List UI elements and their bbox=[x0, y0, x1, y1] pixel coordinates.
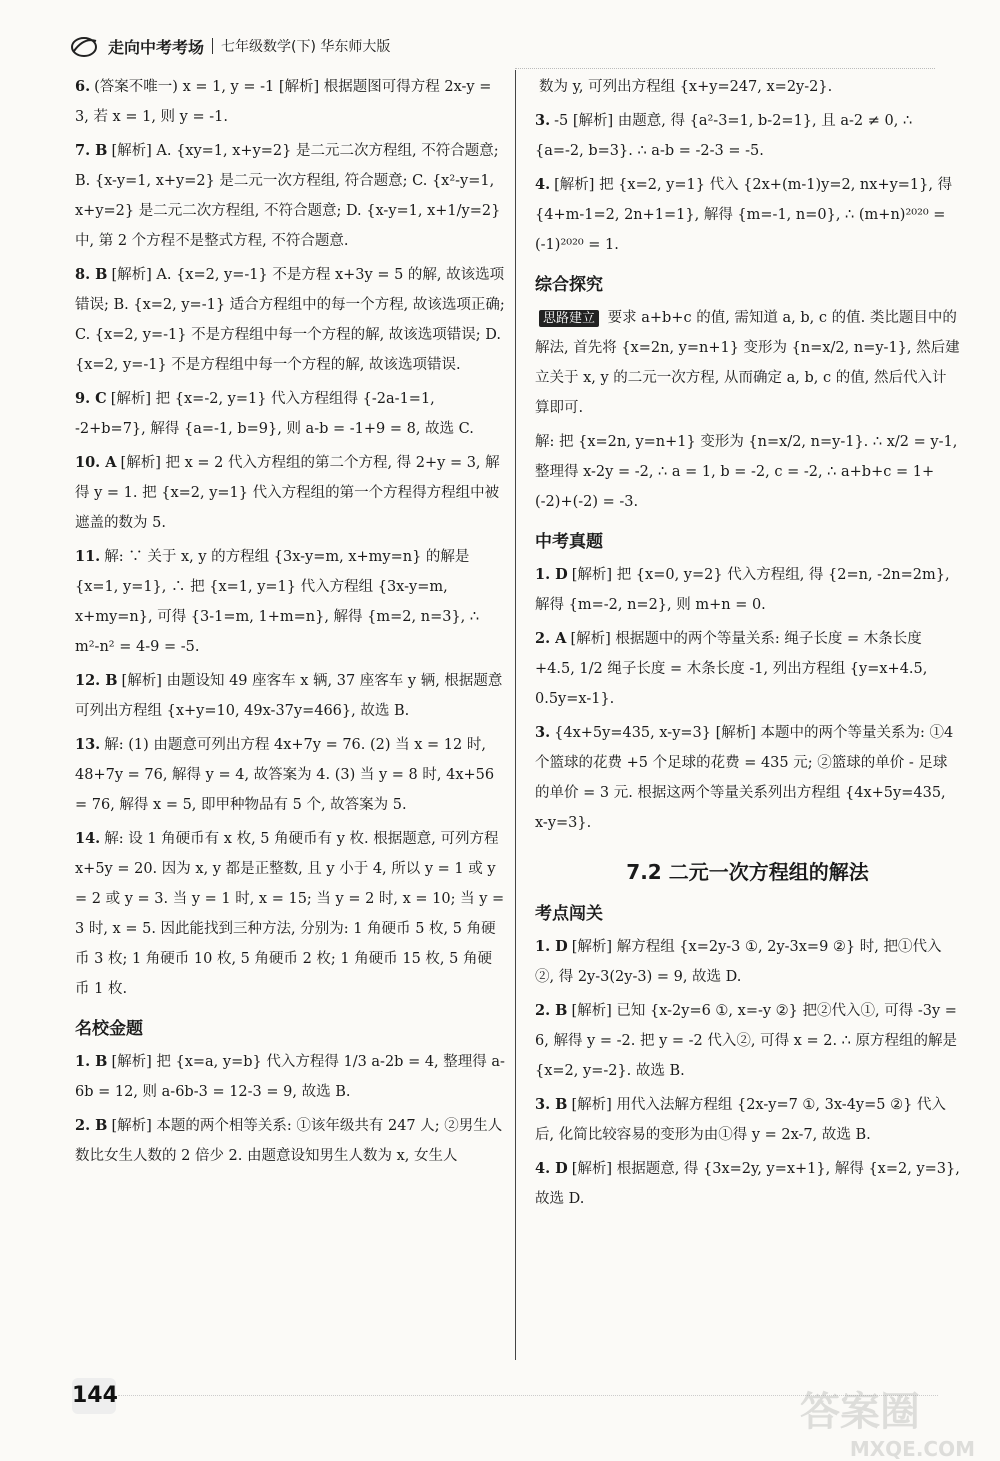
answer-text: [解析] 把 {x=0, y=2} 代入方程组, 得 {2=n, -2n=2m}, 解得 {m=-2, n=2}, 则 m+n = 0. bbox=[535, 567, 950, 613]
section-title-zhongkao: 中考真题 bbox=[535, 532, 603, 552]
watermark-line1: 答案圈 bbox=[800, 1389, 920, 1435]
section-title-zonghe: 综合探究 bbox=[535, 275, 603, 295]
answer-text: -5 [解析] 由题意, 得 {a²-3=1, b-2=1}, 且 a-2 ≠ 0, ∴ {a=-2, b=3}. ∴ a-b = -2-3 = -5. bbox=[535, 113, 913, 159]
answer-item bbox=[75, 1047, 505, 1107]
answer-number: 3. bbox=[535, 112, 551, 129]
answer-item bbox=[535, 624, 960, 714]
answer-number: 6. bbox=[75, 78, 91, 95]
answer-text: [解析] 把 {x=-2, y=1} 代入方程组得 {-2a-1=1, -2+b=7}, 解得 {a=-1, b=9}, 则 a-b = -1+9 = 8, 故选 C. bbox=[75, 391, 474, 437]
answer-number: 2. B bbox=[75, 1117, 108, 1134]
answer-text: [解析] 把 {x=a, y=b} 代入方程得 1/3 a-2b = 4, 整理得 a-6b = 12, 则 a-6b-3 = 12-3 = 9, 故选 B. bbox=[75, 1054, 505, 1100]
answer-item bbox=[535, 1154, 960, 1214]
answer-item bbox=[75, 384, 505, 444]
answer-text: [解析] 由题设知 49 座客车 x 辆, 37 座客车 y 辆, 根据题意可列出方程组 {x+y=10, 49x-37y=466}, 故选 B. bbox=[75, 673, 503, 719]
answer-text: 解: 设 1 角硬币有 x 枚, 5 角硬币有 y 枚. 根据题意, 可列方程 x+5y = 20. 因为 x, y 都是正整数, 且 y 小于 4, 所以 y = 1 或 y = 2 或 y = 3. 当 y = 1 时, x = 15; 当 y = 2 时, x = 10; 当 y = 3 时, x = 5. 因此能找到三种方法, 分别为: 1 角硬币 5 枚, 5 角硬币 3 枚; 1 角硬币 10 枚, 5 角硬币 2 枚; 1 角硬币 15 枚, 5 角硬币 1 枚. bbox=[75, 831, 505, 997]
book-subtitle: 七年级数学(下) 华东师大版 bbox=[221, 39, 391, 55]
left-column bbox=[75, 72, 505, 1175]
section-title-kaodian: 考点闯关 bbox=[535, 904, 603, 924]
header-rule bbox=[515, 68, 935, 69]
answer-text: 解: ∵ 关于 x, y 的方程组 {3x-y=m, x+my=n} 的解是 {x=1, y=1}, ∴ 把 {x=1, y=1} 代入方程组 {3x-y=m, x+my=n}, 可得 {3-1=m, 1+m=n}, 解得 {m=2, n=3}, ∴ m²-n² = 4-9 = -5. bbox=[75, 549, 480, 655]
explore-block bbox=[535, 303, 960, 423]
brand-title: 走向中考考场 bbox=[108, 37, 205, 57]
header-separator bbox=[212, 38, 213, 54]
answer-item bbox=[75, 448, 505, 538]
answer-item bbox=[535, 996, 960, 1086]
book-logo-icon bbox=[70, 33, 100, 59]
answer-item bbox=[75, 136, 505, 256]
answer-text: [解析] 把 {x=2, y=1} 代入 {2x+(m-1)y=2, nx+y=1}, 得 {4+m-1=2, 2n+1=1}, 解得 {m=-1, n=0}, ∴ (m+n)²⁰²⁰ = (-1)²⁰²⁰ = 1. bbox=[535, 177, 953, 253]
answer-number: 7. B bbox=[75, 142, 108, 159]
answer-number: 1. D bbox=[535, 938, 568, 955]
answer-number: 8. B bbox=[75, 266, 108, 283]
page-header bbox=[70, 30, 390, 62]
answer-text: [解析] 根据题意, 得 {3x=2y, y=x+1}, 解得 {x=2, y=3}, 故选 D. bbox=[535, 1161, 960, 1207]
answer-text: [解析] 本题的两个相等关系: ①该年级共有 247 人; ②男生人数比女生人数的 2 倍少 2. 由题意设知男生人数为 x, 女生人 bbox=[75, 1118, 503, 1164]
answer-number: 9. C bbox=[75, 390, 107, 407]
answer-number: 2. A bbox=[535, 630, 567, 647]
page-number: 144 bbox=[72, 1378, 116, 1414]
answer-number: 12. B bbox=[75, 672, 118, 689]
answer-item bbox=[75, 1111, 505, 1171]
answer-text: [解析] 把 x = 2 代入方程组的第二个方程, 得 2+y = 3, 解得 y = 1. 把 {x=2, y=1} 代入方程组的第一个方程得方程组中被遮盖的数为 5. bbox=[75, 455, 500, 531]
answer-text: {4x+5y=435, x-y=3} [解析] 本题中的两个等量关系为: ①4 个篮球的花费 +5 个足球的花费 = 435 元; ②篮球的单价 - 足球的单价 = 3 元. 根据这两个等量关系列出方程组 {4x+5y=435, x-y=3}. bbox=[535, 725, 954, 831]
column-divider bbox=[515, 70, 516, 1360]
answer-item bbox=[75, 542, 505, 662]
answer-number: 2. B bbox=[535, 1002, 568, 1019]
answer-number: 11. bbox=[75, 548, 101, 565]
answer-text: [解析] 根据题中的两个等量关系: 绳子长度 = 木条长度 +4.5, 1/2 绳子长度 = 木条长度 -1, 列出方程组 {y=x+4.5, 0.5y=x-1}. bbox=[535, 631, 928, 707]
answer-number: 4. D bbox=[535, 1160, 568, 1177]
answer-number: 3. bbox=[535, 724, 551, 741]
explore-text: 要求 a+b+c 的值, 需知道 a, b, c 的值. 类比题目中的解法, 首先将 {x=2n, y=n+1} 变形为 {n=x/2, n=y-1}, 然后建立关于 x, y 的二元一次方程, 从而确定 a, b, c 的值, 然后代入计算即可. bbox=[535, 310, 960, 416]
watermark-line2: MXQE.COM bbox=[849, 1437, 975, 1461]
answer-item bbox=[535, 106, 960, 166]
explore-badge: 思路建立 bbox=[539, 310, 599, 327]
answer-number: 4. bbox=[535, 176, 551, 193]
answer-text: 数为 y, 可列出方程组 {x+y=247, x=2y-2}. bbox=[539, 79, 833, 95]
answer-number: 13. bbox=[75, 736, 101, 753]
chapter-title: 7.2 二元一次方程组的解法 bbox=[626, 860, 869, 884]
answer-item bbox=[75, 730, 505, 820]
answer-item bbox=[535, 1090, 960, 1150]
answer-item bbox=[535, 718, 960, 838]
answer-item bbox=[75, 824, 505, 1004]
answer-text: [解析] A. {xy=1, x+y=2} 是二元二次方程组, 不符合题意; B. {x-y=1, x+y=2} 是二元一次方程组, 符合题意; C. {x²-y=1, x+y=2} 是二元二次方程组, 不符合题意; D. {x-y=1, x+1/y=2} 中, 第 2 个方程不是整式方程, 不符合题意. bbox=[75, 143, 501, 249]
answer-text: [解析] A. {x=2, y=-1} 不是方程 x+3y = 5 的解, 故该选项错误; B. {x=2, y=-1} 适合方程组中的每一个方程, 故该选项正确; C. {x=2, y=-1} 不是方程组中每一个方程的解, 故该选项错误; D. {x=2, y=-1} 不是方程组中每一个方程的解, 故该选项错误. bbox=[75, 267, 505, 373]
right-column bbox=[535, 72, 960, 1218]
section-title-mingxiao: 名校金题 bbox=[75, 1019, 143, 1039]
watermark-logo bbox=[800, 1380, 975, 1461]
answer-text: [解析] 已知 {x-2y=6 ①, x=-y ②} 把②代入①, 可得 -3y = 6, 解得 y = -2. 把 y = -2 代入②, 可得 x = 2. ∴ 原方程组的解是 {x=2, y=-2}. 故选 B. bbox=[535, 1003, 958, 1079]
answer-item bbox=[75, 260, 505, 380]
answer-item bbox=[535, 72, 960, 102]
answer-number: 10. A bbox=[75, 454, 117, 471]
answer-item bbox=[75, 666, 505, 726]
answer-text: [解析] 用代入法解方程组 {2x-y=7 ①, 3x-4y=5 ②} 代入后, 化简比较容易的变形为由①得 y = 2x-7, 故选 B. bbox=[535, 1097, 946, 1143]
answer-text: [解析] 解方程组 {x=2y-3 ①, 2y-3x=9 ②} 时, 把①代入②, 得 2y-3(2y-3) = 9, 故选 D. bbox=[535, 939, 942, 985]
answer-item bbox=[535, 560, 960, 620]
answer-item bbox=[75, 72, 505, 132]
answer-text: 解: (1) 由题意可列出方程 4x+7y = 76. (2) 当 x = 12 时, 48+7y = 76, 解得 y = 4, 故答案为 4. (3) 当 y = 8 时, 4x+56 = 76, 解得 x = 5, 即甲种物品有 5 个, 故答案为 5. bbox=[75, 737, 495, 813]
answer-number: 1. D bbox=[535, 566, 568, 583]
answer-item bbox=[535, 932, 960, 992]
explore-solution: 解: 把 {x=2n, y=n+1} 变形为 {n=x/2, n=y-1}. ∴ x/2 = y-1, 整理得 x-2y = -2, ∴ a = 1, b = -2, c = -2, ∴ a+b+c = 1+(-2)+(-2) = -3. bbox=[535, 434, 958, 510]
answer-number: 3. B bbox=[535, 1096, 568, 1113]
answer-text: (答案不唯一) x = 1, y = -1 [解析] 根据题图可得方程 2x-y = 3, 若 x = 1, 则 y = -1. bbox=[75, 79, 492, 125]
answer-number: 14. bbox=[75, 830, 101, 847]
answer-number: 1. B bbox=[75, 1053, 108, 1070]
answer-item bbox=[535, 170, 960, 260]
